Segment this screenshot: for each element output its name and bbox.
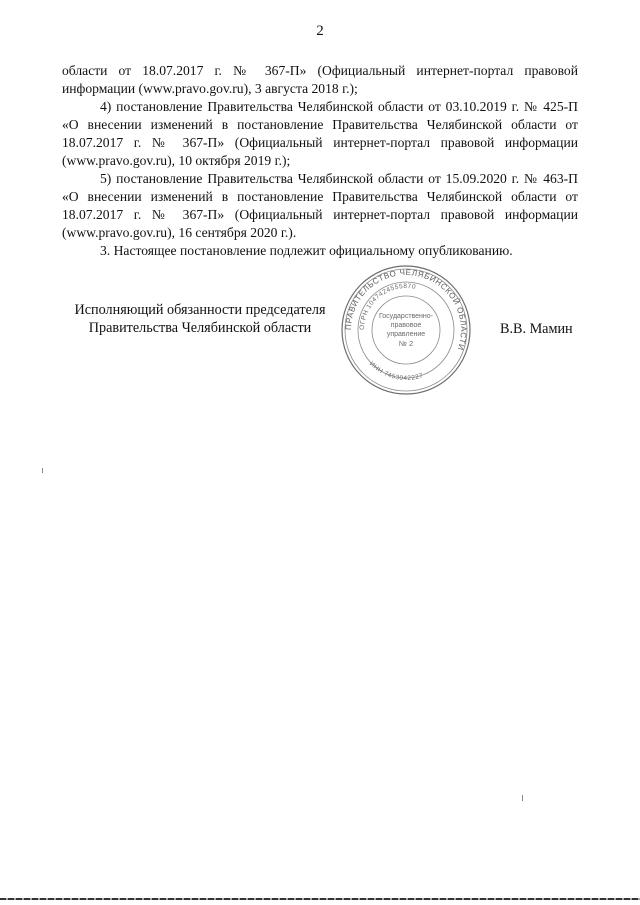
seal-center-line-4: № 2: [398, 339, 414, 348]
scan-speck: [522, 795, 523, 801]
signatory-position-line-2: Правительства Челябинской области: [88, 320, 312, 336]
seal-outer-text: ПРАВИТЕЛЬСТВО ЧЕЛЯБИНСКОЙ ОБЛАСТИ: [343, 267, 469, 352]
signatory-name: В.В. Мамин: [500, 321, 573, 337]
seal-bottom-text: ИНН 7453042227: [367, 360, 425, 383]
signatory-position-line-1: Исполняющий обязанности председателя: [74, 302, 326, 318]
paragraph-continuation: области от 18.07.2017 г. № 367-П» (Официальный интернет-портал правовой информации (www.pravo.gov.ru), 3 августа 2018 г.);: [62, 63, 578, 96]
paragraph-item-5: 5) постановление Правительства Челябинской области от 15.09.2020 г. № 463-П «О внесении изменений в постановление Правительства Челябинской области от 18.07.2017 г. № 367-П» (Официальный интернет-портал правовой информации (www.pravo.gov.ru), 16 сентября 2020 г.).: [62, 171, 578, 240]
official-seal: [338, 262, 474, 398]
scan-speck: [42, 468, 43, 473]
paragraph-publication: 3. Настоящее постановление подлежит официальному опубликованию.: [100, 243, 513, 258]
svg-text:ИНН 7453042227: [368, 360, 424, 382]
signatory-position: [55, 301, 345, 337]
seal-center-line-2: правовое: [390, 322, 422, 329]
scan-edge-line: [0, 898, 640, 900]
seal-middle-text: ОГРН 1047424555870: [358, 282, 417, 331]
seal-center-line-1: Государственно-: [378, 313, 434, 320]
seal-graphic: [338, 262, 474, 398]
paragraph-item-4: 4) постановление Правительства Челябинской области от 03.10.2019 г. № 425-П «О внесении изменений в постановление Правительства Челябинской области от 18.07.2017 г. № 367-П» (Официальный интернет-портал правовой информации (www.pravo.gov.ru), 10 октября 2019 г.);: [62, 99, 578, 168]
seal-center-line-3: управление: [386, 331, 426, 338]
page-number: 2: [316, 23, 324, 39]
document-body: [62, 62, 578, 260]
